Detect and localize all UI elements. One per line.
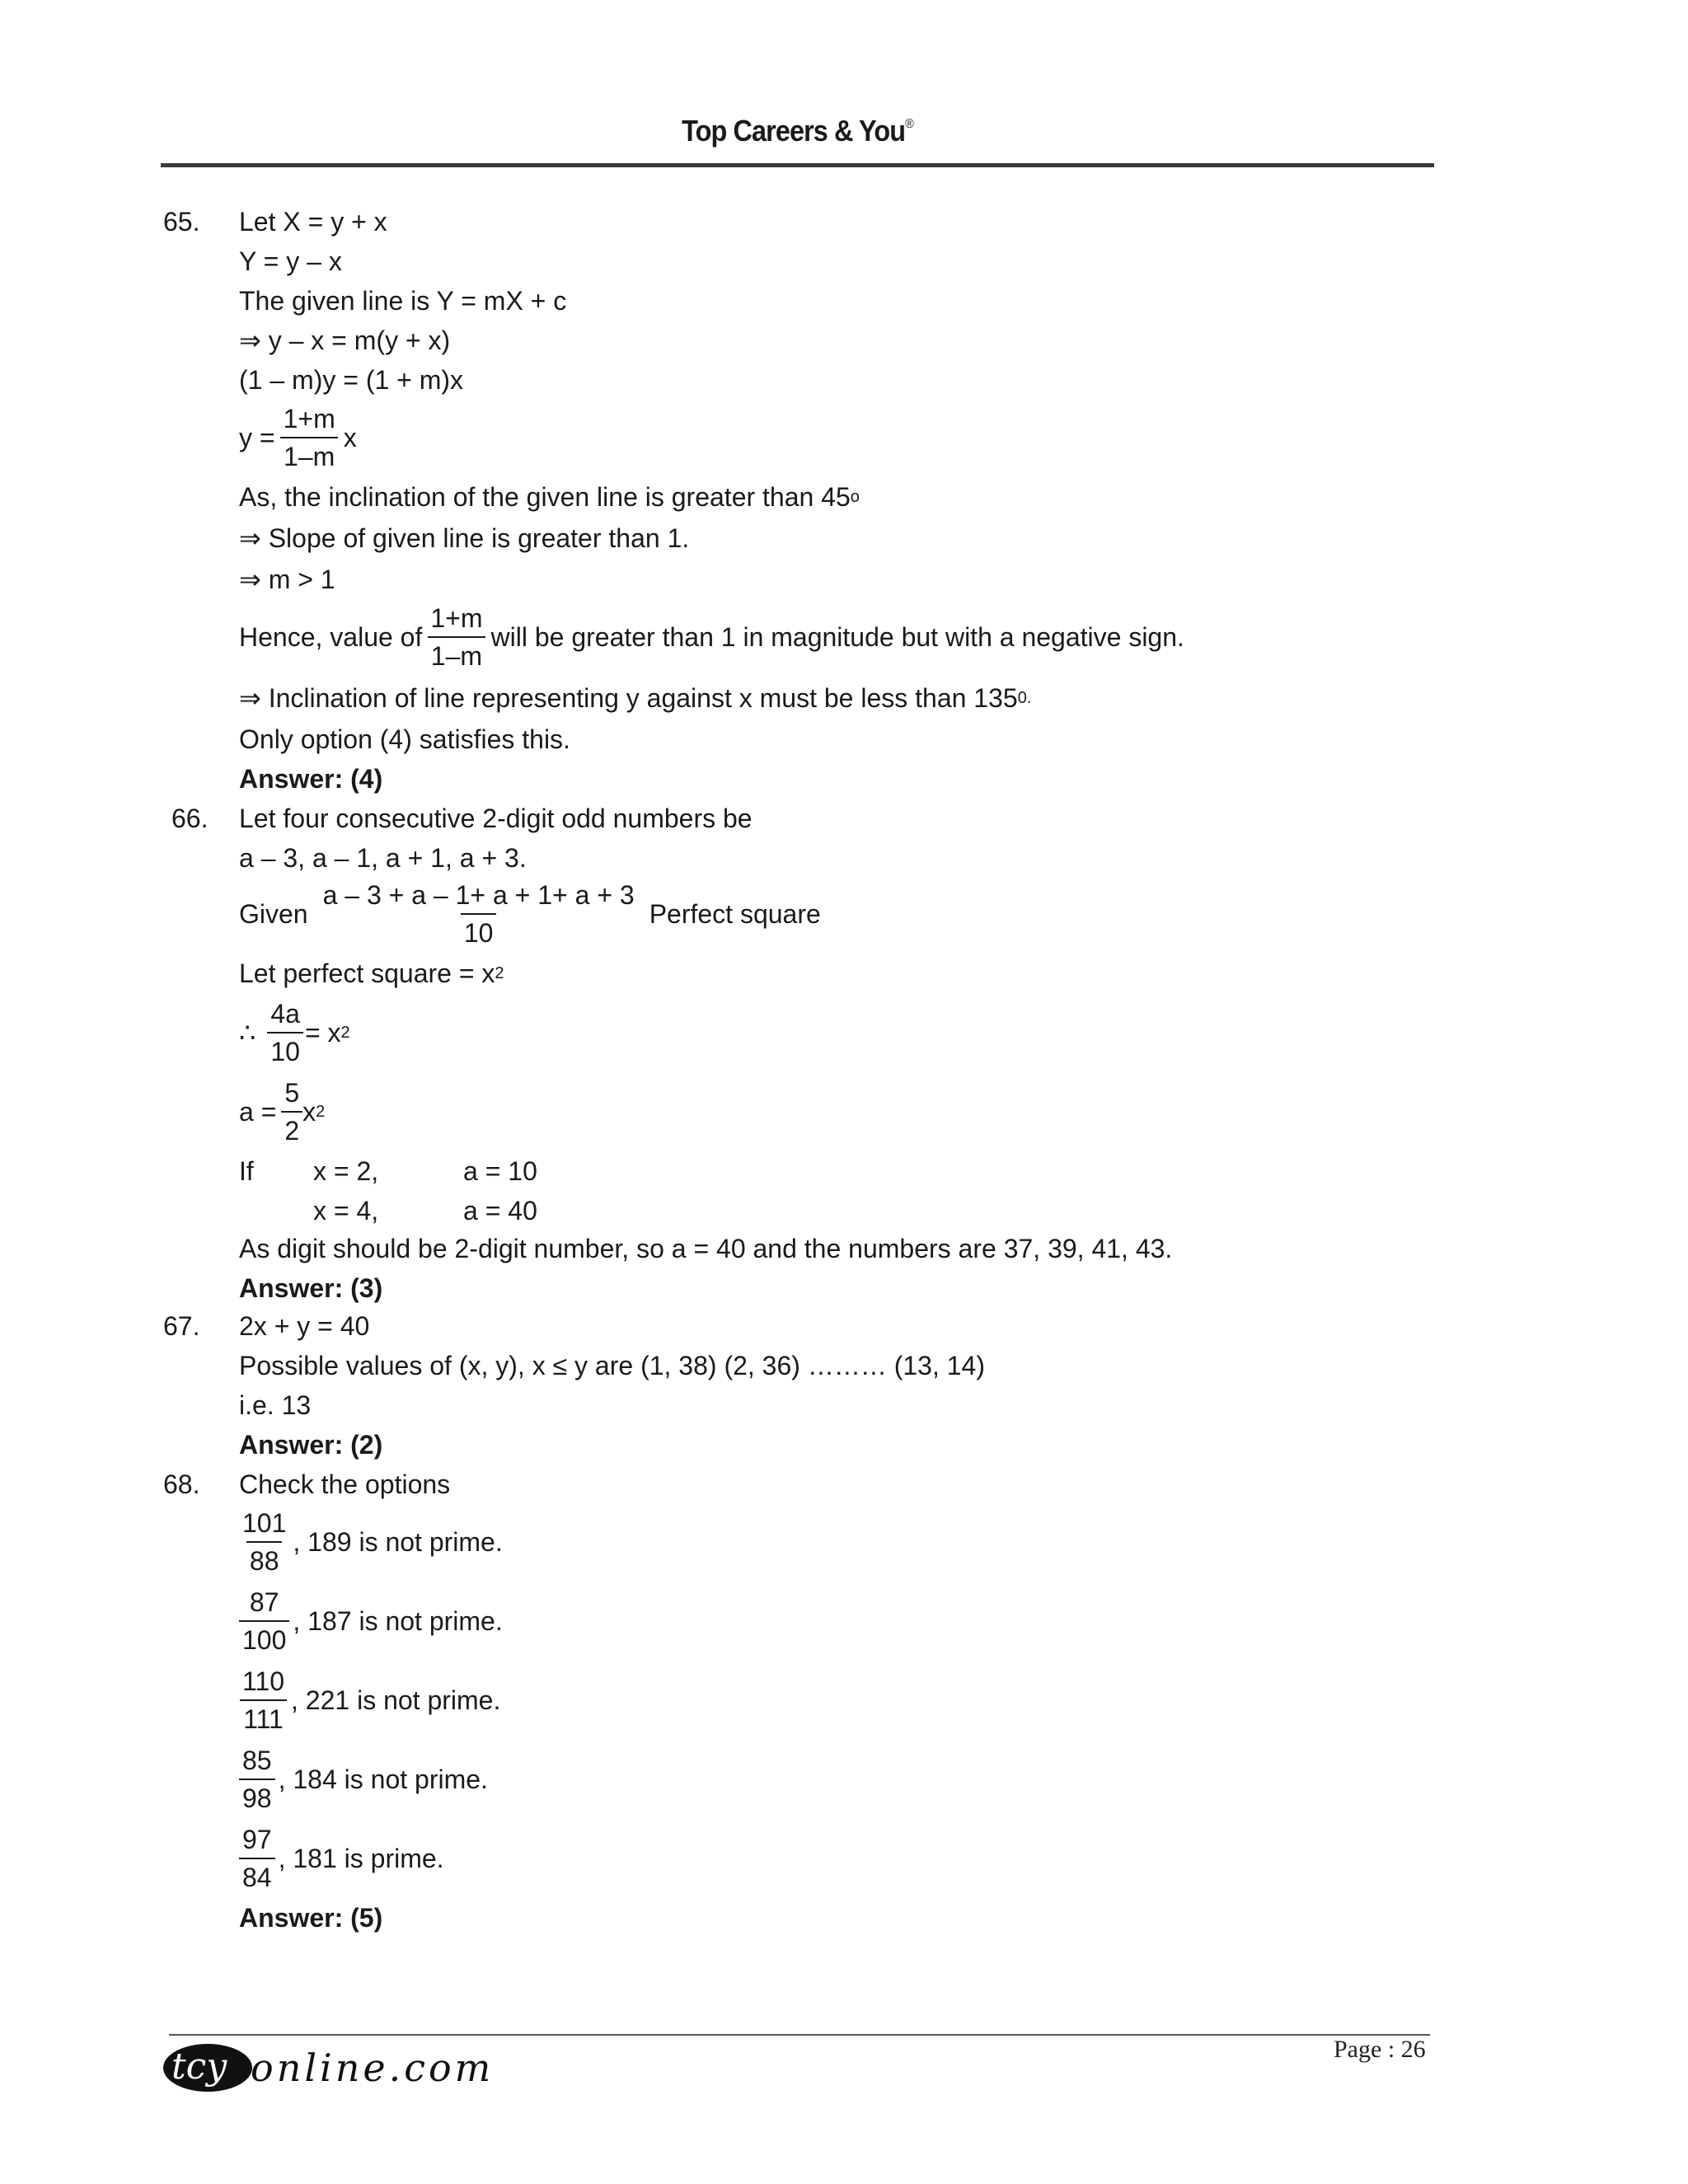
fraction-numerator: 101 — [242, 1508, 287, 1538]
q66-line-5-rhs: = x — [304, 1018, 341, 1047]
q67-line-2: Possible values of (x, y), x ≤ y are (1, 38) (2, 36) ……… (13, 14) — [239, 1351, 985, 1380]
registered-mark: ® — [905, 117, 913, 131]
fraction-denominator: 84 — [239, 1858, 275, 1892]
therefore-symbol: ∴ — [239, 1018, 256, 1047]
q67-answer: Answer: (2) — [239, 1430, 383, 1460]
q66-line-2: a – 3, a – 1, a + 1, a + 3. — [239, 843, 527, 873]
fraction-numerator: 97 — [242, 1825, 272, 1854]
q66-fraction-4a — [267, 999, 303, 1066]
q65-line-2: Y = y – x — [239, 246, 342, 276]
page-header-title — [80, 114, 1516, 148]
logo-domain-text: online.com — [251, 2046, 495, 2090]
q66-case-1-x: x = 2, — [313, 1156, 379, 1186]
q66-line-5 — [239, 999, 350, 1066]
option-fraction — [239, 1666, 288, 1734]
option-fraction — [239, 1825, 275, 1892]
option-text: , 187 is not prime. — [293, 1606, 503, 1636]
q65-eq-rhs: x — [343, 423, 357, 452]
q66-fraction-sum — [320, 880, 638, 948]
q65-line-1: Let X = y + x — [239, 207, 387, 237]
logo-tcy-text: tcy — [171, 2046, 227, 2088]
degree-mark: o — [850, 488, 860, 506]
option-fraction — [239, 1746, 275, 1813]
q65-line-11 — [239, 682, 1031, 714]
fraction-denominator: 111 — [240, 1699, 287, 1734]
fraction-denominator: 10 — [267, 1032, 303, 1066]
fraction-numerator: 1+m — [283, 404, 335, 434]
q68-line-1: Check the options — [239, 1469, 451, 1499]
q68-answer: Answer: (5) — [239, 1903, 383, 1933]
q67-line-3: i.e. 13 — [239, 1390, 312, 1420]
q66-line-6 — [239, 1078, 325, 1146]
q65-line-9: ⇒ m > 1 — [239, 565, 335, 594]
header-title-text: Top Careers & You — [682, 114, 906, 148]
q65-line-12: Only option (4) satisfies this. — [239, 724, 570, 754]
exponent: 2 — [340, 1024, 350, 1042]
q65-eq-lhs: y = — [239, 423, 275, 452]
q65-answer: Answer: (4) — [239, 764, 383, 794]
q68-option-2 — [239, 1587, 503, 1655]
q68-option-4 — [239, 1746, 488, 1813]
q68-option-5 — [239, 1825, 444, 1892]
fraction-denominator: 88 — [246, 1541, 283, 1576]
option-text: , 181 is prime. — [278, 1844, 444, 1873]
q66-if-label: If — [239, 1156, 254, 1186]
q66-case-1-a: a = 10 — [463, 1156, 537, 1186]
fraction-numerator: a – 3 + a – 1+ a + 1+ a + 3 — [322, 880, 635, 910]
option-text: , 184 is not prime. — [278, 1765, 488, 1794]
fraction-denominator: 1–m — [280, 437, 338, 471]
q65-fraction-2 — [427, 603, 485, 671]
question-number-68: 68. — [163, 1469, 200, 1499]
option-text: , 221 is not prime. — [291, 1685, 501, 1715]
option-fraction — [239, 1508, 289, 1576]
option-text: , 189 is not prime. — [293, 1527, 503, 1557]
q66-case-2-x: x = 4, — [313, 1196, 379, 1226]
q66-given-label: Given — [239, 899, 308, 929]
q66-line-4-text: Let perfect square = x — [239, 958, 495, 988]
q68-option-3 — [239, 1666, 500, 1734]
q66-line-4 — [239, 958, 504, 989]
fraction-denominator: 100 — [239, 1620, 289, 1655]
fraction-denominator: 2 — [281, 1111, 302, 1146]
option-fraction — [239, 1587, 289, 1655]
header-rule — [161, 163, 1434, 167]
fraction-denominator: 1–m — [428, 636, 485, 671]
q66-answer: Answer: (3) — [239, 1273, 383, 1303]
fraction-numerator: 87 — [249, 1587, 279, 1617]
exponent: 2 — [495, 964, 504, 982]
page-number: Page : 26 — [1334, 2036, 1426, 2063]
q66-perfect-square: Perfect square — [649, 899, 821, 929]
q65-line-4: ⇒ y – x = m(y + x) — [239, 326, 451, 355]
fraction-denominator: 10 — [461, 913, 497, 948]
q66-fraction-5-2 — [281, 1078, 302, 1146]
q66-line-1: Let four consecutive 2-digit odd numbers be — [239, 804, 753, 833]
fraction-numerator: 1+m — [430, 603, 483, 633]
question-number-67: 67. — [163, 1311, 200, 1341]
q65-line-10 — [239, 603, 1184, 671]
q66-line-9: As digit should be 2-digit number, so a = 40 and the numbers are 37, 39, 41, 43. — [239, 1234, 1173, 1263]
fraction-numerator: 85 — [242, 1746, 272, 1775]
q65-line-7 — [239, 481, 860, 513]
question-number-66: 66. — [171, 804, 209, 833]
q66-line-6-rhs: x — [302, 1097, 316, 1127]
q66-line-6-lhs: a = — [239, 1097, 277, 1127]
q65-line-3: The given line is Y = mX + c — [239, 286, 567, 316]
q68-option-1 — [239, 1508, 503, 1576]
fraction-numerator: 110 — [242, 1666, 285, 1696]
q65-equation-y — [239, 404, 357, 471]
question-number-65: 65. — [163, 207, 200, 237]
fraction-numerator: 4a — [270, 999, 300, 1029]
q65-line-10-post: will be greater than 1 in magnitude but with a negative sign. — [490, 622, 1184, 652]
q65-line-11-text: ⇒ Inclination of line representing y against x must be less than 135 — [239, 683, 1018, 713]
footer-rule — [169, 2034, 1430, 2036]
q65-line-7-text: As, the inclination of the given line is greater than 45 — [239, 482, 851, 512]
fraction-numerator: 5 — [284, 1078, 300, 1108]
q65-line-8: ⇒ Slope of given line is greater than 1. — [239, 523, 690, 553]
fraction-denominator: 98 — [239, 1779, 275, 1813]
q67-line-1: 2x + y = 40 — [239, 1311, 370, 1341]
q66-case-2-a: a = 40 — [463, 1196, 537, 1226]
exponent: 2 — [316, 1103, 326, 1121]
q65-fraction-1 — [280, 404, 339, 471]
q65-line-10-pre: Hence, value of — [239, 622, 423, 652]
q65-line-5: (1 – m)y = (1 + m)x — [239, 365, 464, 395]
q66-line-3 — [239, 880, 821, 948]
degree-mark: 0. — [1017, 689, 1032, 707]
